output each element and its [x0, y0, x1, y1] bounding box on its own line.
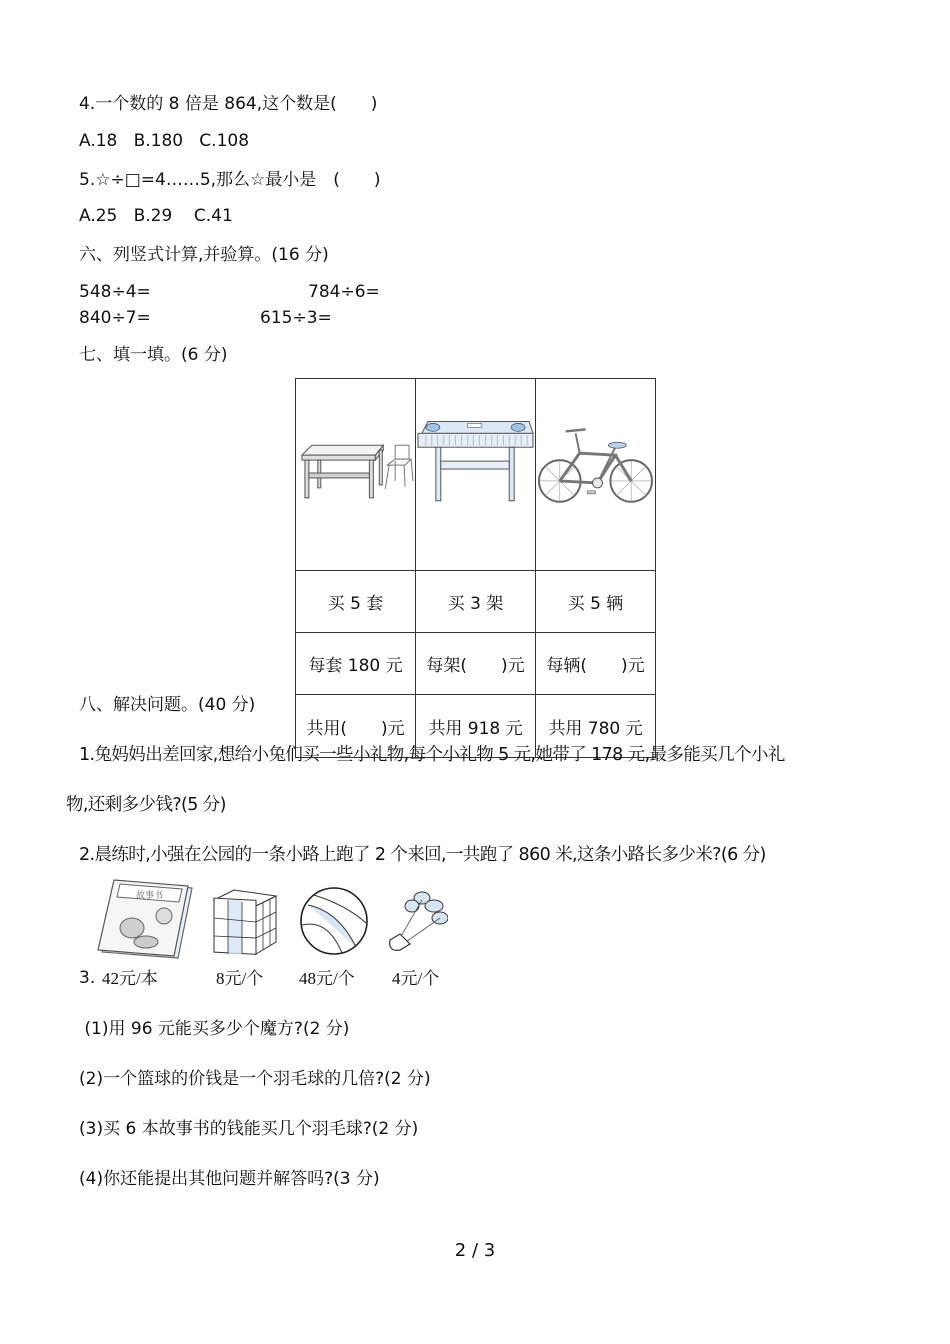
electronic-keyboard-icon [416, 419, 535, 530]
problem-1-line-2: 物,还剩多少钱?(5 分) [66, 795, 226, 815]
table-cell: 买 5 套 [296, 571, 416, 633]
section-7-title: 七、填一填。(6 分) [79, 345, 228, 365]
problem-1-line-1: 1.兔妈妈出差回家,想给小兔们买一些小礼物,每个小礼物 5 元,她带了 178 元,最多能买几个小礼 [79, 745, 785, 765]
problem-3-sub-4: (4)你还能提出其他问题并解答吗?(3 分) [79, 1169, 380, 1189]
page-number: 2 / 3 [454, 1240, 496, 1261]
question-4-options: A.18 B.180 C.108 [79, 131, 250, 151]
table-row [296, 379, 656, 571]
table-row [296, 633, 656, 695]
division-problem: 840÷7= [79, 308, 151, 328]
division-problem: 615÷3= [260, 308, 332, 328]
division-problem: 548÷4= [79, 282, 151, 302]
table-cell: 共用 780 元 [536, 695, 656, 758]
item-price: 4元/个 [392, 969, 440, 988]
question-4-stem: 4.一个数的 8 倍是 864,这个数是( ) [79, 94, 378, 114]
item-price: 42元/本 [102, 969, 158, 988]
table-row [296, 571, 656, 633]
fill-in-table [295, 378, 656, 758]
problem-3-sub-1: (1)用 96 元能买多少个魔方?(2 分) [79, 1019, 350, 1039]
item-rubiks-cube [212, 888, 278, 961]
table-cell: 每架( )元 [416, 633, 536, 695]
rubiks-cube-icon [212, 888, 278, 956]
table-cell [536, 379, 656, 571]
problem-3-sub-3: (3)买 6 本故事书的钱能买几个羽毛球?(2 分) [79, 1119, 419, 1139]
section-6-title: 六、列竖式计算,并验算。(16 分) [79, 245, 329, 265]
storybook-icon [96, 878, 196, 960]
table-cell: 每辆( )元 [536, 633, 656, 695]
bicycle-icon [536, 419, 655, 530]
basketball-icon [298, 885, 370, 957]
item-price: 8元/个 [216, 969, 264, 988]
item-basketball [298, 885, 370, 962]
question-5-options: A.25 B.29 C.41 [79, 206, 233, 226]
question-5-stem: 5.☆÷□=4……5,那么☆最小是 ( ) [79, 170, 381, 190]
table-cell: 共用( )元 [296, 695, 416, 758]
item-shuttlecock [386, 888, 448, 959]
problem-3-label: 3. [79, 968, 96, 988]
table-cell: 共用 918 元 [416, 695, 536, 758]
item-storybook [96, 878, 196, 965]
shuttlecock-icon [386, 888, 448, 954]
desk-and-chair-icon [296, 419, 415, 530]
section-8-title: 八、解决问题。(40 分) [79, 695, 256, 715]
division-problem: 784÷6= [308, 282, 380, 302]
table-cell [416, 379, 536, 571]
table-cell: 每套 180 元 [296, 633, 416, 695]
table-cell: 买 5 辆 [536, 571, 656, 633]
storybook-cover-title: 故事书 [136, 891, 164, 901]
table-cell [296, 379, 416, 571]
item-price: 48元/个 [299, 969, 355, 988]
problem-3-sub-2: (2)一个篮球的价钱是一个羽毛球的几倍?(2 分) [79, 1069, 431, 1089]
table-cell: 买 3 架 [416, 571, 536, 633]
problem-2: 2.晨练时,小强在公园的一条小路上跑了 2 个来回,一共跑了 860 米,这条小路长多少米?(6 分) [79, 845, 766, 865]
